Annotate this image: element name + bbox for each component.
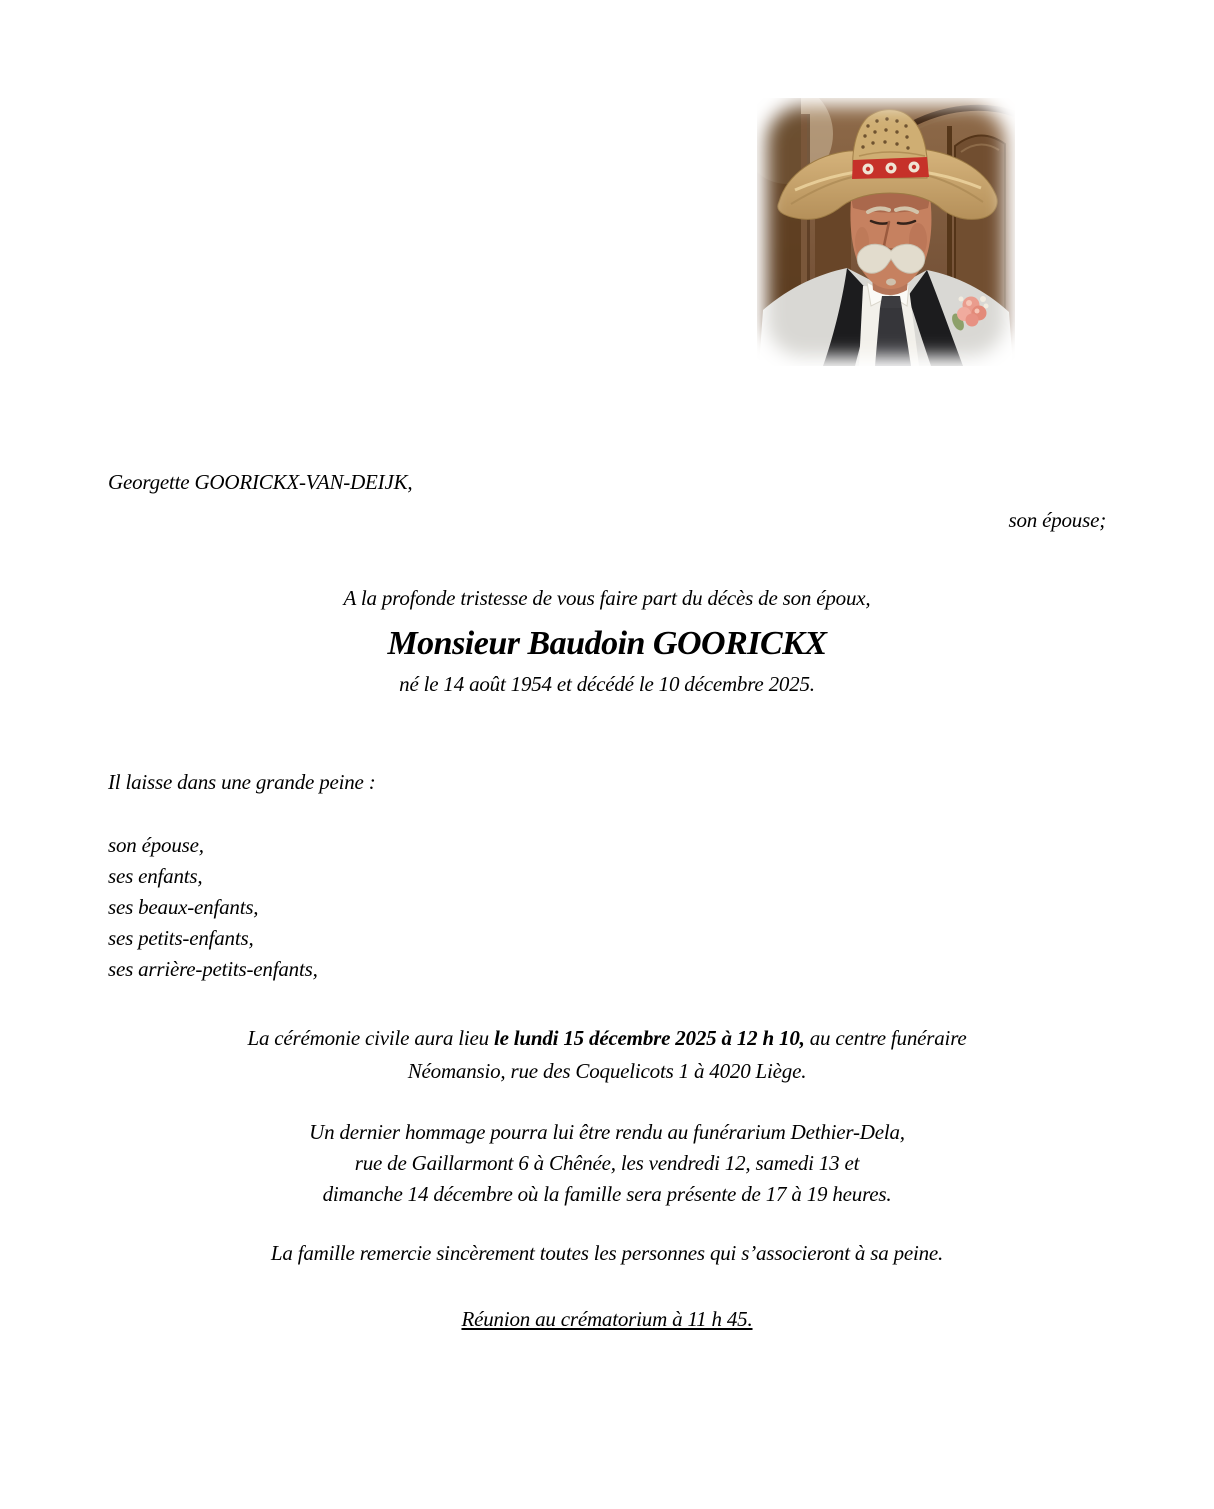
mourner-item: ses petits-enfants, (108, 926, 254, 950)
relation-line: son épouse; (1008, 508, 1106, 532)
deceased-name: Monsieur Baudoin GOORICKX (387, 625, 827, 662)
hat-band (852, 157, 929, 179)
tribute-paragraph (0, 1117, 1214, 1210)
thanks-line: La famille remercie sincèrement toutes les personnes qui s’associeront à sa peine. (270, 1241, 944, 1265)
ceremony-datetime: le lundi 15 décembre 2025 à 12 h 10, (493, 1026, 805, 1050)
mourner-item: ses arrière-petits-enfants, (108, 957, 318, 981)
tribute-line: rue de Gaillarmont 6 à Chênée, les vendredi 12, samedi 13 et (354, 1151, 860, 1175)
meeting-line: Réunion au crématorium à 11 h 45. (461, 1307, 753, 1331)
intro-line: A la profonde tristesse de vous faire part du décès de son époux, (343, 586, 871, 610)
mourning-intro: Il laisse dans une grande peine : (108, 770, 376, 794)
ceremony-line-1 (0, 1022, 1214, 1055)
mourners-list (108, 830, 318, 985)
tribute-line: Un dernier hommage pourra lui être rendu au funérarium Dethier-Dela, (309, 1120, 905, 1144)
portrait-photo (757, 98, 1015, 366)
meeting-line-wrap (0, 1307, 1214, 1332)
ceremony-paragraph (0, 1022, 1214, 1088)
life-dates: né le 14 août 1954 et décédé le 10 décembre 2025. (399, 672, 815, 696)
ceremony-suffix: au centre funéraire (804, 1026, 967, 1050)
announcer-line: Georgette GOORICKX-VAN-DEIJK, (108, 470, 413, 494)
ceremony-prefix: La cérémonie civile aura lieu (247, 1026, 494, 1050)
mourner-item: ses enfants, (108, 864, 203, 888)
mourner-item: ses beaux-enfants, (108, 895, 259, 919)
tribute-line: dimanche 14 décembre où la famille sera présente de 17 à 19 heures. (322, 1182, 892, 1206)
mourner-item: son épouse, (108, 833, 204, 857)
ceremony-line-2: Néomansio, rue des Coquelicots 1 à 4020 Liège. (407, 1059, 807, 1083)
